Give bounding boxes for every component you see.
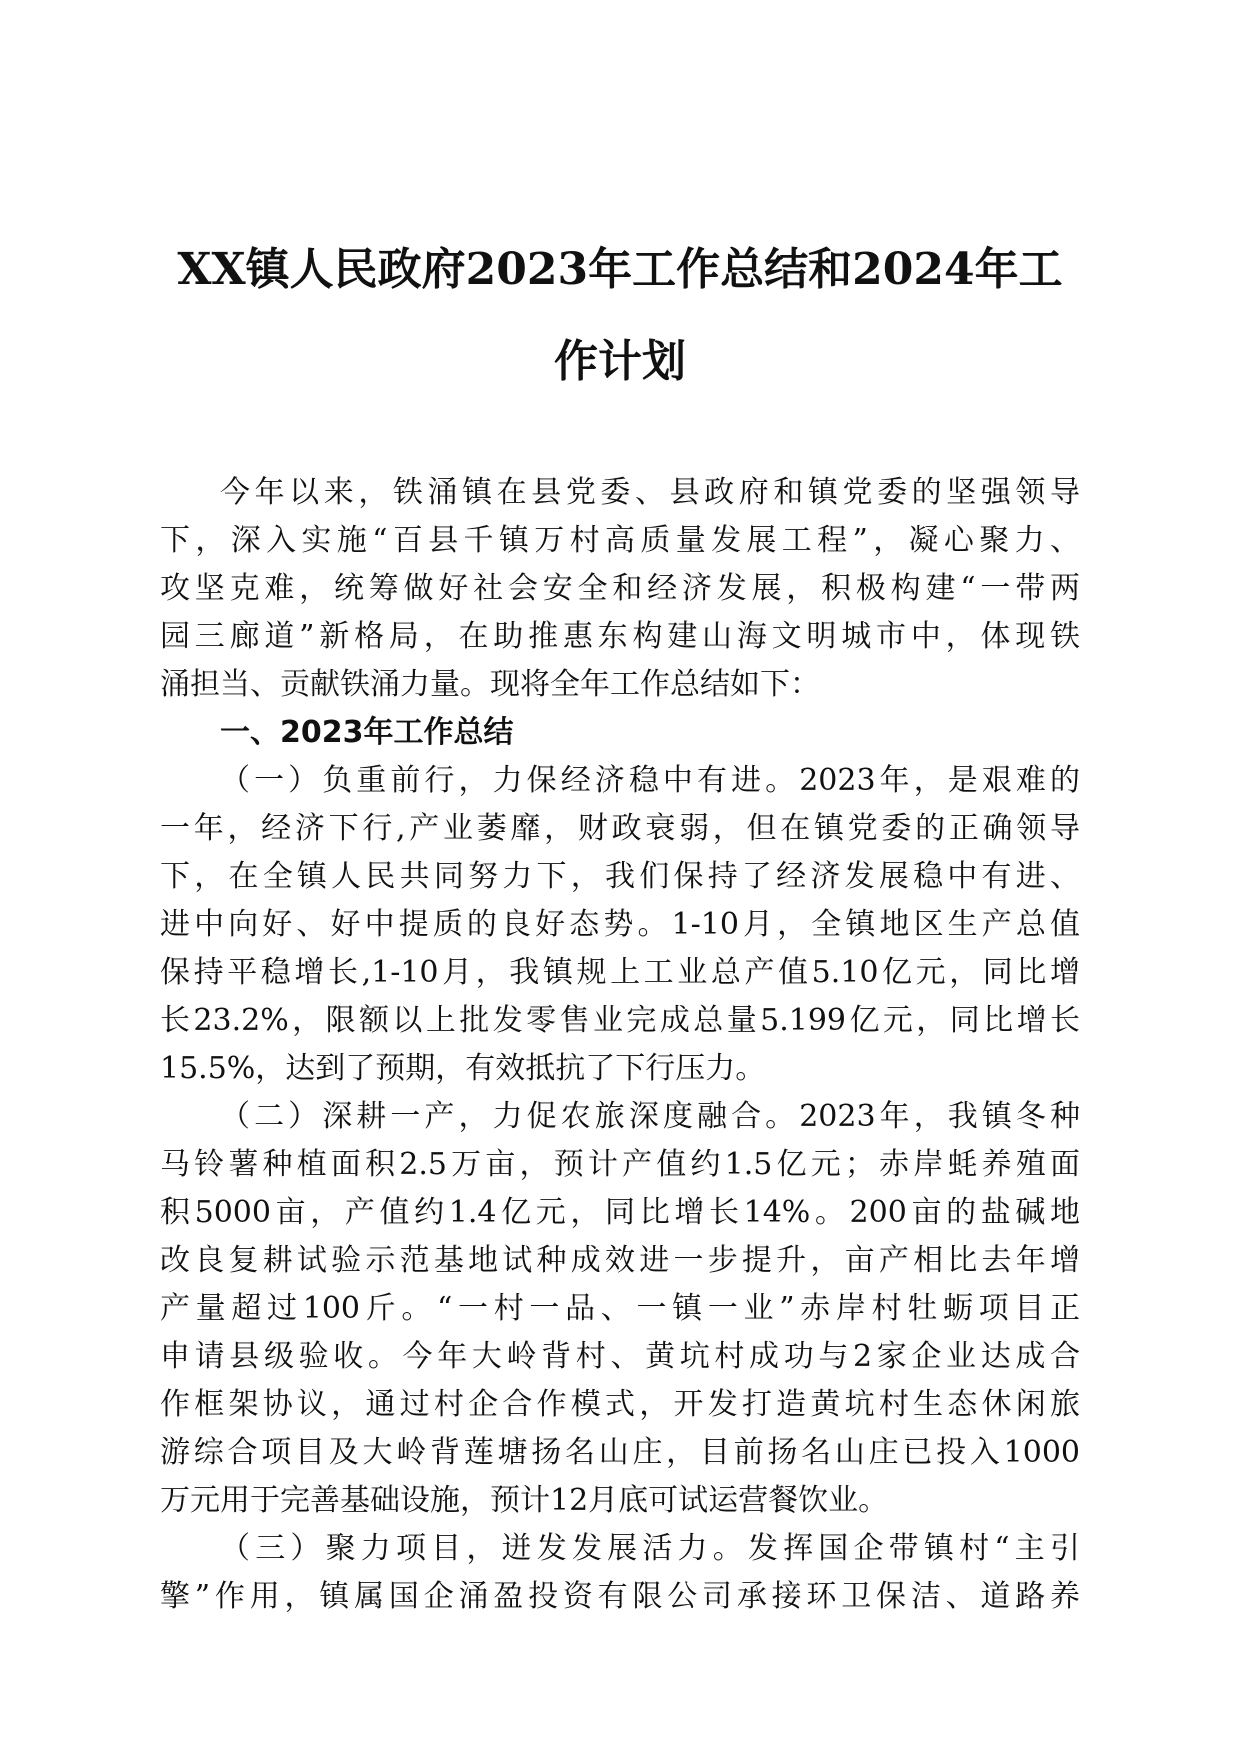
body-text-line: 马铃薯种植面积2.5万亩，预计产值约1.5亿元；赤岸蚝养殖面: [160, 1147, 1080, 1182]
body-text-line: 保持平稳增长,1-10月，我镇规上工业总产值5.10亿元，同比增: [160, 955, 1080, 990]
body-text-line: 今年以来，铁涌镇在县党委、县政府和镇党委的坚强领导: [220, 475, 1080, 510]
title-line-1: XX镇人民政府2023年工作总结和2024年工: [177, 244, 1063, 295]
body-text-line: 改良复耕试验示范基地试种成效进一步提升，亩产相比去年增: [160, 1243, 1080, 1278]
body-text-line: 万元用于完善基础设施，预计12月底可试运营餐饮业。: [160, 1483, 889, 1518]
body-text-line: 下，深入实施“百县千镇万村高质量发展工程”，凝心聚力、: [160, 523, 1080, 558]
body-text-line: 涌担当、贡献铁涌力量。现将全年工作总结如下：: [160, 667, 820, 702]
body-text-line: （三）聚力项目，迸发发展活力。发挥国企带镇村“主引: [220, 1531, 1080, 1566]
body-text-line: 进中向好、好中提质的良好态势。1-10月，全镇地区生产总值: [160, 907, 1080, 942]
body-text-line: 攻坚克难，统筹做好社会安全和经济发展，积极构建“一带两: [160, 571, 1080, 606]
title-line-2: 作计划: [554, 336, 686, 387]
body-text-line: 产量超过100斤。“一村一品、一镇一业”赤岸村牡蛎项目正: [160, 1291, 1080, 1326]
body-text-line: 擎”作用，镇属国企涌盈投资有限公司承接环卫保洁、道路养: [160, 1579, 1080, 1614]
body-text-line: 15.5%，达到了预期，有效抵抗了下行压力。: [160, 1051, 766, 1086]
body-text-line: 一年，经济下行,产业萎靡，财政衰弱，但在镇党委的正确领导: [160, 811, 1080, 846]
body-text-line: 下，在全镇人民共同努力下，我们保持了经济发展稳中有进、: [160, 859, 1080, 894]
document-body: [160, 469, 1080, 1621]
body-text-line: 游综合项目及大岭背莲塘扬名山庄，目前扬名山庄已投入1000: [160, 1435, 1080, 1470]
section-heading: 一、2023年工作总结: [220, 715, 514, 750]
body-text-line: 园三廊道”新格局，在助推惠东构建山海文明城市中，体现铁: [160, 619, 1080, 654]
body-text-line: 长23.2%，限额以上批发零售业完成总量5.199亿元，同比增长: [160, 1003, 1080, 1038]
body-text-line: 作框架协议，通过村企合作模式，开发打造黄坑村生态休闲旅: [160, 1387, 1080, 1422]
body-text-line: 积5000亩，产值约1.4亿元，同比增长14%。200亩的盐碱地: [160, 1195, 1080, 1230]
body-text-line: （二）深耕一产，力促农旅深度融合。2023年，我镇冬种: [220, 1099, 1080, 1134]
body-text-line: （一）负重前行，力保经济稳中有进。2023年，是艰难的: [220, 763, 1080, 798]
body-text-line: 申请县级验收。今年大岭背村、黄坑村成功与2家企业达成合: [160, 1339, 1080, 1374]
document-title: [160, 224, 1080, 408]
